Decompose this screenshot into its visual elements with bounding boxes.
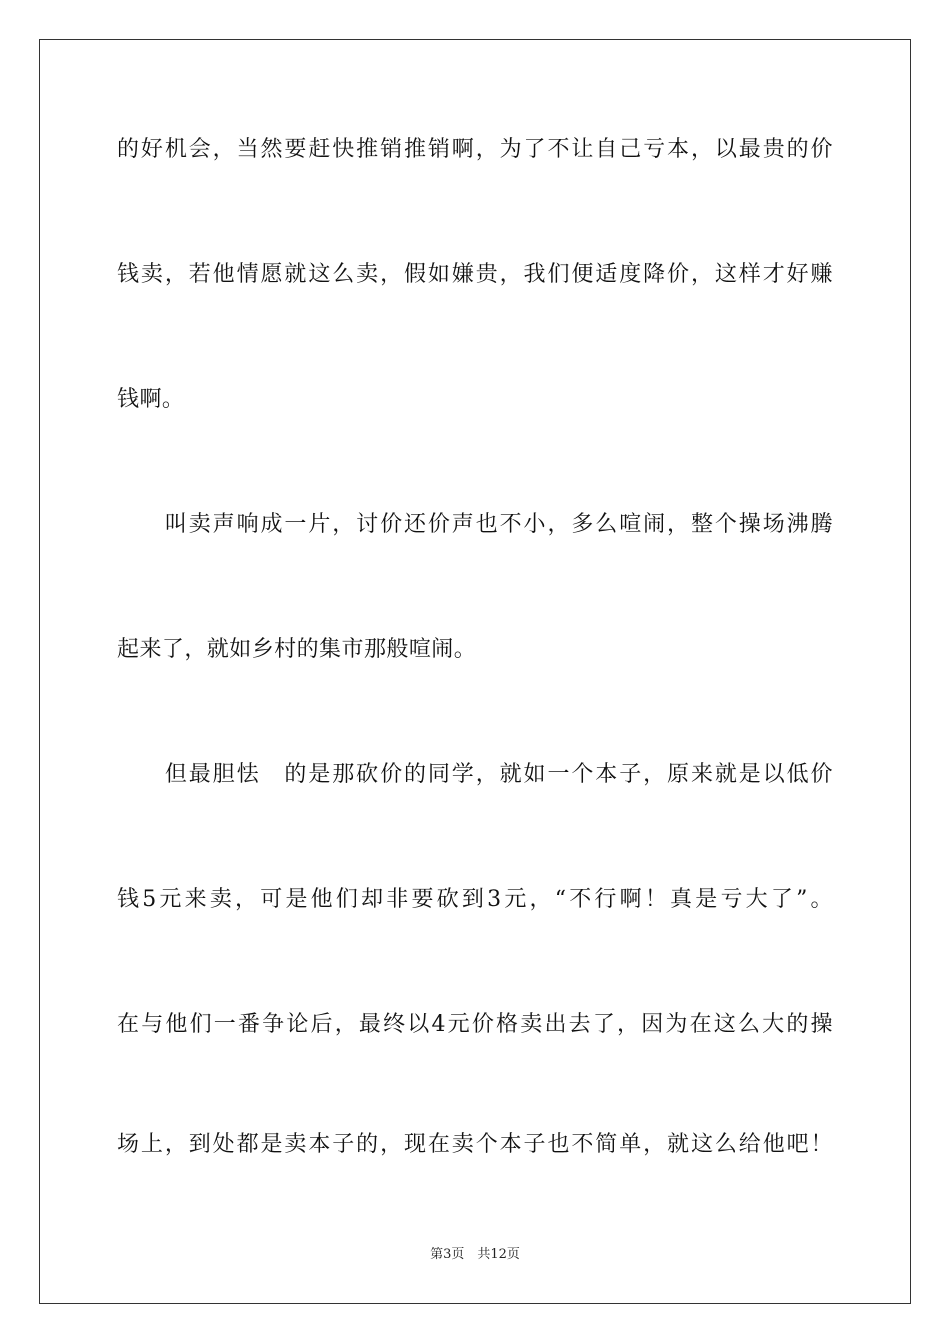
paragraph-line-7: 钱5元来卖，可是他们却非要砍到3元，“不行啊！真是亏大了”。 <box>117 887 833 912</box>
paragraph-line-5: 起来了，就如乡村的集市那般喧闹。 <box>117 637 477 662</box>
paragraph-line-4: 叫卖声响成一片，讨价还价声也不小，多么喧闹，整个操场沸腾 <box>117 512 833 537</box>
paragraph-line-6: 但最胆怯 的是那砍价的同学，就如一个本子，原来就是以低价 <box>117 762 833 787</box>
page-border <box>39 39 911 1304</box>
page-number-footer: 第3页 共12页 <box>430 1247 520 1262</box>
paragraph-line-8: 在与他们一番争论后，最终以4元价格卖出去了，因为在这么大的操 <box>117 1012 833 1037</box>
paragraph-line-3: 钱啊。 <box>117 387 185 412</box>
paragraph-line-2: 钱卖，若他情愿就这么卖，假如嫌贵，我们便适度降价，这样才好赚 <box>117 262 833 287</box>
paragraph-line-1: 的好机会，当然要赶快推销推销啊，为了不让自己亏本，以最贵的价 <box>117 137 833 162</box>
paragraph-line-9: 场上，到处都是卖本子的，现在卖个本子也不简单，就这么给他吧！ <box>117 1132 833 1157</box>
